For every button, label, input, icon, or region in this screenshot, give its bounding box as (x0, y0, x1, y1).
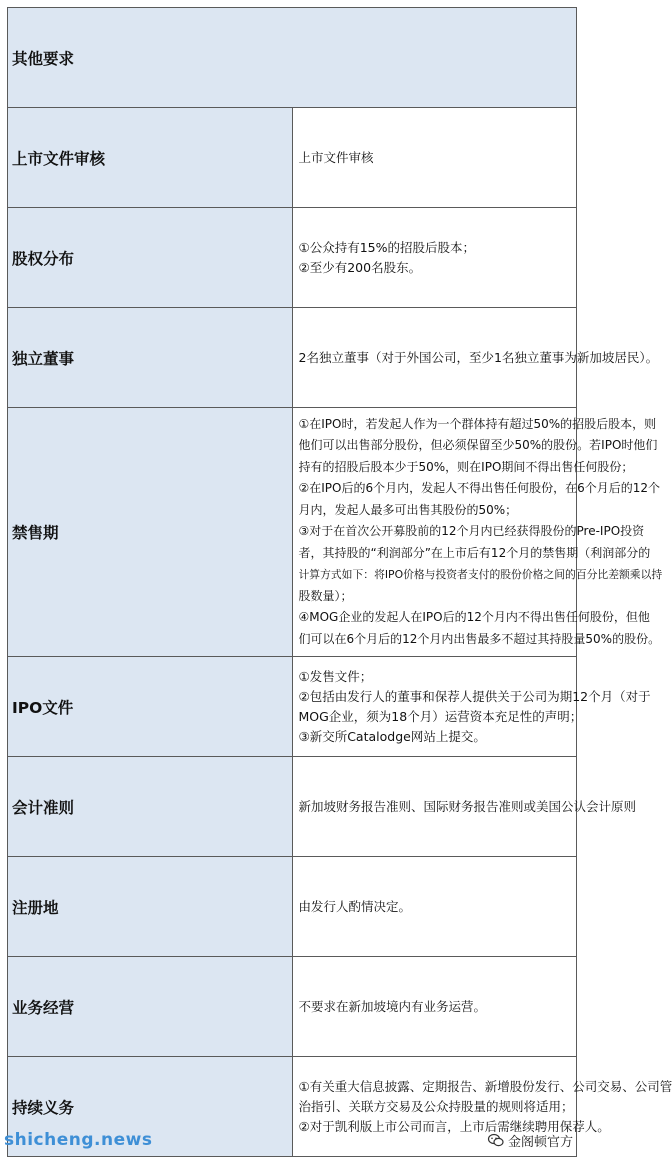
table-row (8, 757, 577, 857)
table-row (8, 657, 577, 757)
table-row (8, 857, 577, 957)
header-row (8, 8, 577, 108)
content-line: 不要求在新加坡境内有业务运营。 (298, 998, 487, 1014)
content-line: ①公众持有15%的招股后股本； (298, 239, 475, 255)
content-line: ④MOG企业的发起人在IPO后的12个月内不得出售任何股份，但他 (298, 610, 650, 625)
row-label: IPO文件 (8, 657, 293, 757)
row-label: 上市文件审核 (8, 108, 293, 208)
content-line: MOG企业，须为18个月）运营资本充足性的声明； (298, 708, 583, 724)
row-content (292, 657, 651, 757)
content-line: 月内，发起人最多可出售其股份的50%； (298, 502, 518, 517)
row-label: 持续义务 (8, 1057, 293, 1157)
watermark-site: shicheng.news (4, 1130, 153, 1150)
content-line: 计算方式如下：将IPO价格与投资者支付的股份价格之间的百分比差额乘以持 (298, 568, 663, 582)
content-line: 他们可以出售部分股份，但必须保留至少50%的股份。若IPO时他们 (298, 438, 658, 453)
content-line: ②至少有200名股东。 (298, 259, 422, 275)
row-label: 禁售期 (8, 408, 293, 657)
content-line: ②在IPO后的6个月内，发起人不得出售任何股份，在6个月后的12个 (298, 481, 661, 496)
row-label: 注册地 (8, 857, 293, 957)
wechat-icon (488, 1134, 504, 1147)
content-line: ①有关重大信息披露、定期报告、新增股份发行、公司交易、公司管 (298, 1078, 672, 1094)
content-line: ③对于在首次公开募股前的12个月内已经获得股份的Pre-IPO投资 (298, 524, 645, 539)
row-label: 股权分布 (8, 208, 293, 308)
content-line: 由发行人酌情决定。 (298, 898, 412, 914)
content-line: 上市文件审核 (298, 149, 374, 165)
content-line: 持有的招股后股本少于50%，则在IPO期间不得出售任何股份； (298, 459, 634, 474)
row-label: 独立董事 (8, 308, 293, 408)
table-header: 其他要求 (8, 8, 577, 108)
row-content (292, 408, 663, 657)
watermark-account-name: 金阁顿官方 (507, 1135, 573, 1150)
row-content (292, 208, 577, 308)
content-line: ③新交所Catalodge网站上提交。 (298, 728, 486, 744)
content-line: 2名独立董事（对于外国公司，至少1名独立董事为新加坡居民）。 (298, 349, 659, 365)
content-line: ②对于凯利版上市公司而言，上市后需继续聘用保荐人。 (298, 1118, 610, 1134)
listing-requirements-table (7, 7, 672, 1157)
row-content (292, 957, 577, 1057)
table-row (8, 408, 577, 657)
content-line: ①在IPO时，若发起人作为一个群体持有超过50%的招股后股本，则 (298, 416, 657, 431)
content-line: 们可以在6个月后的12个月内出售最多不超过其持股量50%的股份。 (298, 631, 661, 646)
row-content (292, 308, 659, 408)
row-content (292, 108, 577, 208)
table-row (8, 108, 577, 208)
content-line: ②包括由发行人的董事和保荐人提供关于公司为期12个月（对于 (298, 688, 651, 704)
content-line: 者，其持股的“利润部分”在上市后有12个月的禁售期（利润部分的 (298, 545, 651, 560)
watermark-account (488, 1131, 573, 1150)
row-content (292, 757, 637, 857)
row-label: 业务经营 (8, 957, 293, 1057)
content-line: 新加坡财务报告准则、国际财务报告准则或美国公认会计原则 (298, 798, 637, 814)
content-line: 治指引、关联方交易及公众持股量的规则将适用； (298, 1098, 574, 1114)
table-row (8, 308, 577, 408)
table-row (8, 957, 577, 1057)
row-label: 会计准则 (8, 757, 293, 857)
row-content (292, 857, 577, 957)
content-line: ①发售文件； (298, 668, 373, 684)
content-line: 股数量）； (298, 588, 353, 603)
table-row (8, 208, 577, 308)
